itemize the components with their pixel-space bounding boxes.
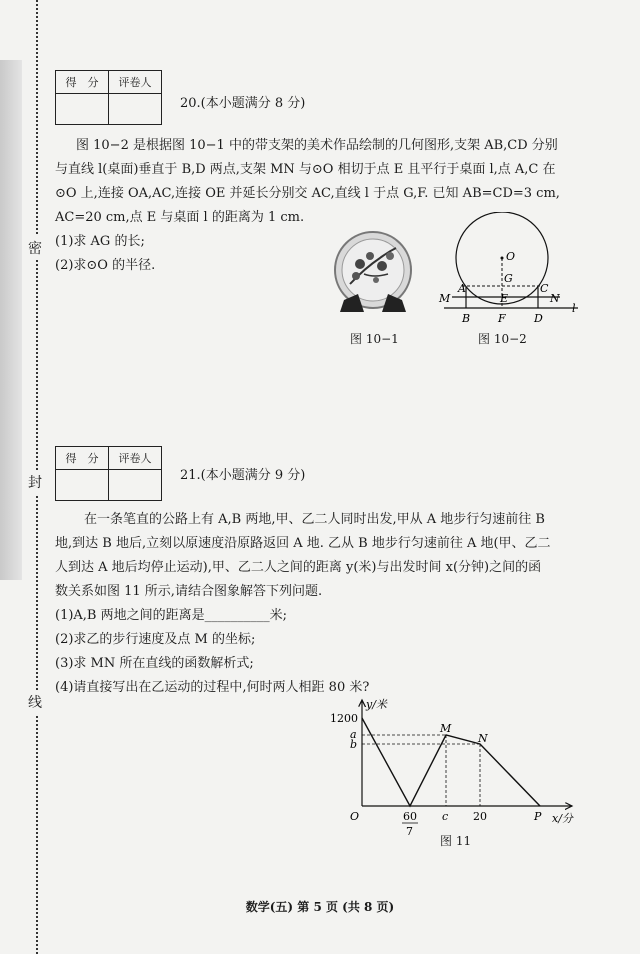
y-axis-label: y/米 bbox=[366, 698, 387, 711]
q21-sub2: (2)求乙的步行速度及点 M 的坐标; bbox=[55, 632, 256, 647]
q21-text-line4: 数关系如图 11 所示,请结合图象解答下列问题. bbox=[55, 584, 323, 599]
label-l: l bbox=[572, 302, 576, 315]
y-tick-1200: 1200 bbox=[330, 712, 358, 725]
x-tick-20: 20 bbox=[473, 810, 487, 823]
binding-word-xian: 线 bbox=[26, 690, 44, 714]
grader-label: 评卷人 bbox=[109, 447, 162, 470]
label-c: C bbox=[540, 282, 549, 295]
page-footer: 数学(五) 第 5 页 (共 8 页) bbox=[245, 900, 395, 914]
label-o: O bbox=[506, 250, 516, 263]
q20-text-line2: 与直线 l(桌面)垂直于 B,D 两点,支架 MN 与⊙O 相切于点 E 且平行于桌面 l,点 A,C 在 bbox=[55, 162, 556, 177]
q21-sub1: (1)A,B 两地之间的距离是__________米; bbox=[55, 608, 288, 623]
q20-sub1: (1)求 AG 的长; bbox=[55, 234, 145, 249]
figure-10-1-plate bbox=[330, 228, 416, 320]
score-cell[interactable] bbox=[56, 470, 109, 501]
score-label: 得 分 bbox=[56, 71, 109, 94]
x-tick-60: 60 bbox=[403, 810, 417, 823]
grader-label: 评卷人 bbox=[109, 71, 162, 94]
figure-11-graph bbox=[326, 694, 586, 850]
point-n-label: N bbox=[478, 732, 488, 745]
label-b: B bbox=[462, 312, 471, 324]
x-tick-7: 7 bbox=[406, 825, 413, 838]
q21-title: 21.(本小题满分 9 分) bbox=[180, 468, 306, 483]
binding-word-feng: 封 bbox=[26, 470, 44, 494]
q21-sub3: (3)求 MN 所在直线的函数解析式; bbox=[55, 656, 254, 671]
origin-label: O bbox=[350, 810, 360, 823]
binding-word-mi: 密 bbox=[26, 236, 44, 260]
label-n: N bbox=[550, 292, 560, 305]
q20-text-line1: 图 10−2 是根据图 10−1 中的带支架的美术作品绘制的几何图形,支架 AB,CD 分别 bbox=[76, 138, 558, 153]
q21-text-line1: 在一条笔直的公路上有 A,B 两地,甲、乙二人同时出发,甲从 A 地步行匀速前往 B bbox=[84, 512, 545, 527]
y-tick-b: b bbox=[350, 738, 358, 751]
q20-text-line3: ⊙O 上,连接 OA,AC,连接 OE 并延长分别交 AC,直线 l 于点 G,F. 已知 AB=CD=3 cm, bbox=[55, 186, 560, 201]
point-m-label: M bbox=[440, 722, 452, 735]
label-d: D bbox=[534, 312, 543, 324]
figure-10-1-caption: 图 10−1 bbox=[350, 332, 399, 346]
q20-score-box bbox=[55, 70, 162, 125]
label-f: F bbox=[498, 312, 506, 324]
figure-10-2-geometry bbox=[436, 212, 586, 324]
x-tick-c: c bbox=[442, 810, 449, 823]
label-g: G bbox=[504, 272, 513, 285]
score-cell[interactable] bbox=[56, 94, 109, 125]
x-axis-label: x/分 bbox=[552, 812, 573, 825]
score-label: 得 分 bbox=[56, 447, 109, 470]
q20-text-line4: AC=20 cm,点 E 与桌面 l 的距离为 1 cm. bbox=[55, 210, 305, 225]
grader-cell[interactable] bbox=[109, 470, 162, 501]
point-p-label: P bbox=[534, 810, 542, 823]
label-m: M bbox=[439, 292, 451, 305]
binding-margin bbox=[0, 0, 40, 954]
grader-cell[interactable] bbox=[109, 94, 162, 125]
figure-11-caption: 图 11 bbox=[440, 834, 472, 848]
label-e: E bbox=[500, 292, 509, 305]
q21-sub4: (4)请直接写出在乙运动的过程中,何时两人相距 80 米? bbox=[55, 680, 370, 695]
label-a: A bbox=[458, 282, 466, 295]
q21-text-line3: 人到达 A 地后均停止运动),甲、乙二人之间的距离 y(米)与出发时间 x(分钟)之间的函 bbox=[55, 560, 542, 575]
q20-title: 20.(本小题满分 8 分) bbox=[180, 96, 306, 111]
q20-sub2: (2)求⊙O 的半径. bbox=[55, 258, 156, 273]
q21-score-box bbox=[55, 446, 162, 501]
y-tick-a: a bbox=[350, 728, 357, 741]
q21-text-line2: 地,到达 B 地后,立刻以原速度沿原路返回 A 地. 乙从 B 地步行匀速前往 A 地(甲、乙二 bbox=[55, 536, 551, 551]
figure-10-2-caption: 图 10−2 bbox=[478, 332, 527, 346]
scan-shadow bbox=[0, 60, 22, 580]
